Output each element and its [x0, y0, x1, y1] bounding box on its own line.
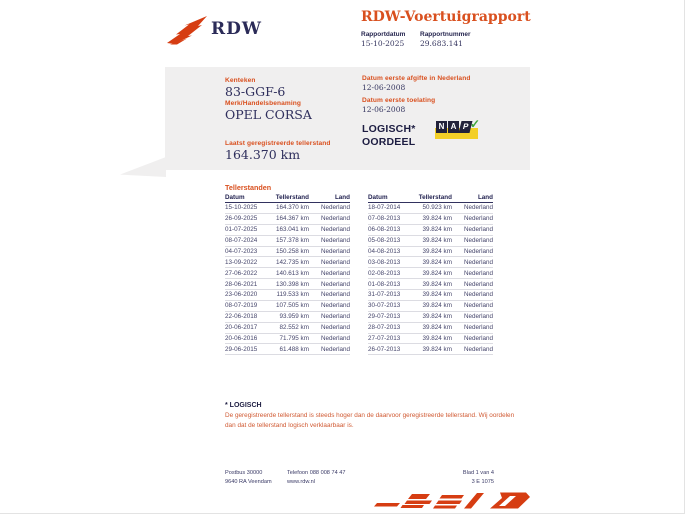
tellerstanden-section-title: Tellerstanden — [225, 183, 272, 192]
table-row: 29-06-2015 61.488 km Nederland — [225, 345, 350, 353]
table-header-row — [368, 192, 493, 203]
table-row: 27-07-2013 39.824 km Nederland — [368, 334, 493, 342]
report-title: RDW-Voertuigrapport — [361, 9, 531, 25]
column-header: Datum — [225, 192, 265, 203]
panel-corner-flap — [120, 157, 166, 177]
table-row: 28-06-2021 130.398 km Nederland — [225, 280, 350, 288]
eerste-toelating-label: Datum eerste toelating — [362, 97, 436, 104]
table-row: 29-07-2013 39.824 km Nederland — [368, 313, 493, 321]
table-row: 15-10-2025 164.370 km Nederland — [225, 204, 350, 212]
table-row: 02-08-2013 39.824 km Nederland — [368, 269, 493, 277]
table-row: 27-06-2022 140.613 km Nederland — [225, 269, 350, 277]
eerste-toelating-value: 12-06-2008 — [362, 105, 406, 114]
footer-contact — [287, 469, 345, 487]
table-row: 26-09-2025 164.367 km Nederland — [225, 215, 350, 223]
nap-logo — [435, 119, 485, 145]
table-row: 06-08-2013 39.824 km Nederland — [368, 226, 493, 234]
table-row: 20-06-2017 82.552 km Nederland — [225, 324, 350, 332]
table-row: 20-06-2016 71.795 km Nederland — [225, 334, 350, 342]
footer-page-info — [430, 469, 494, 487]
rdw-wordmark: RDW — [211, 19, 262, 39]
oordeel-line1: LOGISCH* — [362, 123, 416, 135]
eerste-afgifte-value: 12-06-2008 — [362, 83, 406, 92]
table-row: 01-08-2013 39.824 km Nederland — [368, 280, 493, 288]
column-header: Land — [459, 192, 493, 203]
footer-form-code: 3 E 1075 — [471, 479, 494, 485]
nap-letter-p: P — [459, 121, 473, 133]
column-header: Datum — [368, 192, 408, 203]
oordeel-line2: OORDEEL — [362, 136, 416, 148]
nap-letter-a: A — [448, 121, 459, 133]
kenteken-value: 83-GGF-6 — [225, 84, 286, 99]
nap-letter-n: N — [436, 121, 447, 133]
report-date-label: Rapportdatum — [361, 31, 406, 38]
laatste-tellerstand-label: Laatst geregistreerde tellerstand — [225, 140, 331, 147]
footer-website: www.rdw.nl — [287, 479, 315, 485]
table-row: 30-07-2013 39.824 km Nederland — [368, 302, 493, 310]
footer-address-line1: Postbus 30000 — [225, 470, 263, 476]
report-number-value: 29.683.141 — [420, 39, 463, 48]
merk-label: Merk/Handelsbenaming — [225, 100, 302, 107]
table-row: 04-08-2013 39.824 km Nederland — [368, 247, 493, 255]
kenteken-label: Kenteken — [225, 77, 256, 84]
eerste-afgifte-label: Datum eerste afgifte in Nederland — [362, 75, 471, 82]
footer-stripes-graphic — [374, 490, 532, 511]
table-row: 04-07-2023 150.258 km Nederland — [225, 247, 350, 255]
tellerstanden-table-right — [368, 192, 493, 355]
footnote-text: De geregistreerde tellerstand is steeds hoger dan de daarvoor geregistreerde tellerstand. Wij oordelen dan dat de tellerstand logisch verklaarbaar is. — [225, 412, 515, 429]
table-row: 13-09-2022 142.735 km Nederland — [225, 258, 350, 266]
footer-address-line2: 9640 RA Veendam — [225, 479, 272, 485]
column-header: Tellerstand — [265, 192, 316, 203]
column-header: Land — [316, 192, 350, 203]
footer-phone: Telefoon 088 008 74 47 — [287, 470, 346, 476]
table-row: 31-07-2013 39.824 km Nederland — [368, 291, 493, 299]
footnote-title: * LOGISCH — [225, 402, 262, 409]
footer-address — [225, 469, 272, 487]
table-row: 22-06-2018 93.959 km Nederland — [225, 313, 350, 321]
checkmark-icon: ✓ — [470, 117, 481, 131]
table-row: 08-07-2019 107.505 km Nederland — [225, 302, 350, 310]
table-row: 01-07-2025 163.041 km Nederland — [225, 226, 350, 234]
column-header: Tellerstand — [408, 192, 459, 203]
table-row: 05-08-2013 39.824 km Nederland — [368, 237, 493, 245]
table-row: 26-07-2013 39.824 km Nederland — [368, 345, 493, 353]
footer-page-indicator: Blad 1 van 4 — [462, 470, 494, 476]
report-date-value: 15-10-2025 — [361, 39, 405, 48]
tellerstanden-table-left — [225, 192, 350, 355]
table-row: 03-08-2013 39.824 km Nederland — [368, 258, 493, 266]
table-row: 28-07-2013 39.824 km Nederland — [368, 324, 493, 332]
table-row: 23-06-2020 119.533 km Nederland — [225, 291, 350, 299]
table-row: 08-07-2024 157.378 km Nederland — [225, 237, 350, 245]
laatste-tellerstand-value: 164.370 km — [225, 147, 301, 162]
table-row: 07-08-2013 39.824 km Nederland — [368, 215, 493, 223]
table-row: 18-07-2014 50.923 km Nederland — [368, 204, 493, 212]
merk-value: OPEL CORSA — [225, 107, 312, 122]
table-header-row — [225, 192, 350, 203]
report-number-label: Rapportnummer — [420, 31, 471, 38]
rdw-bird-logo-icon — [167, 15, 209, 45]
